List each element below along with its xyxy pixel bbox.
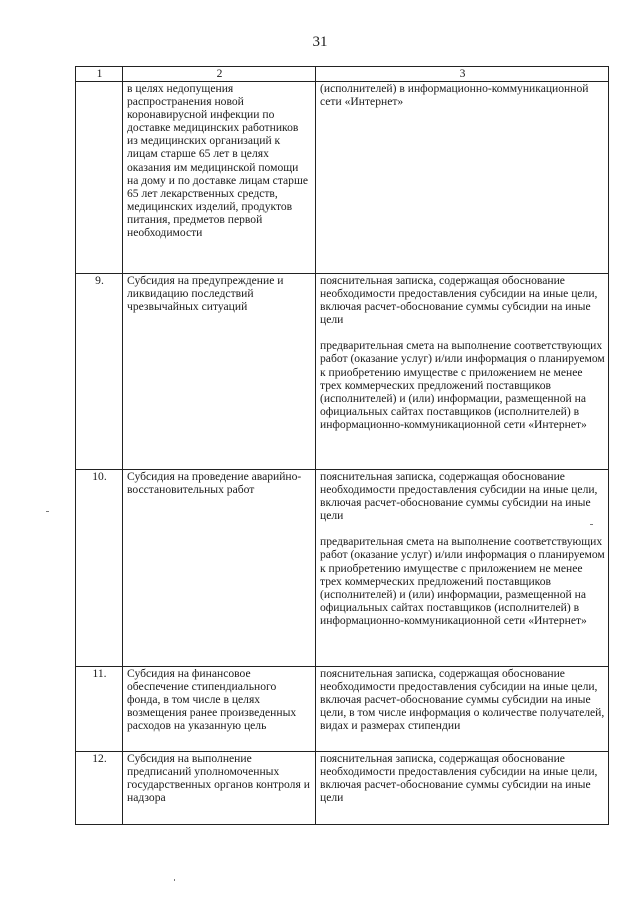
subsidy-name: Субсидия на проведение аварийно-восстановительных работ [123, 470, 316, 667]
document-paragraph: (исполнителей) в информационно-коммуникационной сети «Интернет» [320, 82, 589, 109]
table-row [76, 82, 609, 274]
table-row [76, 470, 609, 667]
row-number [76, 82, 123, 274]
column-header-1: 1 [76, 67, 123, 82]
page-number: 31 [312, 34, 328, 50]
column-header-2: 2 [123, 67, 316, 82]
subsidy-name: в целях недопущения распространения новой коронавирусной инфекции по доставке медицинских работников из медицинских организаций к лицам старше 65 лет в целях оказания им медицинской помощи на дому и по доставке лицам старше 65 лет лекарственных средств, медицинских изделий, продуктов питания, предметов первой необходимости [123, 82, 316, 274]
document-paragraph: пояснительная записка, содержащая обоснование необходимости предоставления субсидии на иные цели, включая расчет-обоснование суммы субсидии на иные цели, в том числе информация о количестве получателей, видах и размерах стипендии [320, 667, 605, 733]
required-documents [316, 470, 609, 667]
table-row [76, 274, 609, 470]
required-documents [316, 752, 609, 825]
row-number: 9. [76, 274, 123, 470]
document-paragraph: предварительная смета на выполнение соответствующих работ (оказание услуг) и/или информация о планируемом к приобретению имуществе с приложением не менее трех коммерческих предложений поставщиков (исполнителей) и (или) информации, размещенной на официальных сайтах поставщиков (исполнителей) в информационно-коммуникационной сети «Интернет» [320, 535, 605, 627]
row-number: 11. [76, 667, 123, 752]
subsidy-name: Субсидия на финансовое обеспечение стипендиального фонда, в том числе в целях возмещения ранее произведенных расходов на указанную цель [123, 667, 316, 752]
subsidy-name: Субсидия на предупреждение и ликвидацию последствий чрезвычайных ситуаций [123, 274, 316, 470]
requirements-table [75, 66, 609, 825]
document-paragraph: предварительная смета на выполнение соответствующих работ (оказание услуг) и/или информация о планируемом к приобретению имуществе с приложением не менее трех коммерческих предложений поставщиков (исполнителей) и (или) информации, размещенной на официальных сайтах поставщиков (исполнителей) в информационно-коммуникационной сети «Интернет» [320, 339, 605, 431]
required-documents [316, 274, 609, 470]
document-paragraph: пояснительная записка, содержащая обоснование необходимости предоставления субсидии на иные цели, включая расчет-обоснование суммы субсидии на иные цели [320, 752, 598, 805]
scan-speck [590, 524, 593, 525]
document-paragraph: пояснительная записка, содержащая обоснование необходимости предоставления субсидии на иные цели, включая расчет-обоснование суммы субсидии на иные цели [320, 470, 598, 523]
row-number: 10. [76, 470, 123, 667]
table-row [76, 752, 609, 825]
required-documents [316, 82, 609, 274]
table-header-row [76, 67, 609, 82]
document-paragraph: пояснительная записка, содержащая обоснование необходимости предоставления субсидии на иные цели, включая расчет-обоснование суммы субсидии на иные цели [320, 274, 598, 327]
required-documents [316, 667, 609, 752]
scan-speck [174, 879, 175, 881]
column-header-3: 3 [316, 67, 609, 82]
row-number: 12. [76, 752, 123, 825]
scan-speck [46, 511, 49, 512]
subsidy-name: Субсидия на выполнение предписаний уполномоченных государственных органов контроля и надзора [123, 752, 316, 825]
table-row [76, 667, 609, 752]
